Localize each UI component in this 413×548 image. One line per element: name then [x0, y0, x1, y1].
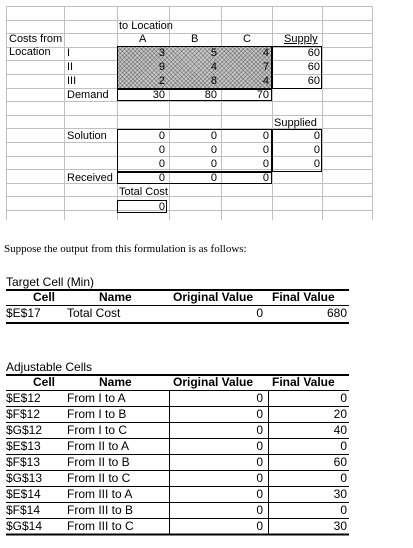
adjustable-row-cell: $G$12	[6, 423, 43, 437]
row-label-ii: II	[67, 61, 74, 73]
solution-cell[interactable]: 0	[158, 130, 165, 142]
adjustable-row-final: 30	[333, 519, 347, 533]
adjustable-row-original: 0	[256, 391, 263, 405]
cost-cell[interactable]: 3	[158, 47, 165, 59]
solution-cell[interactable]: 0	[262, 144, 269, 156]
supplied-header: Supplied	[274, 117, 317, 129]
col-label-b: B	[191, 33, 199, 45]
cost-cell[interactable]: 4	[262, 47, 269, 59]
total-cost-cell[interactable]: 0	[158, 201, 165, 213]
target-row-final: 680	[326, 306, 347, 320]
adjustable-row-cell: $F$13	[6, 455, 41, 469]
target-row-cell: $E$17	[6, 306, 41, 320]
adjustable-row-name: From II to C	[67, 471, 131, 485]
target-row-name: Total Cost	[67, 306, 121, 320]
adjustable-header-original: Original Value	[173, 375, 254, 389]
adjustable-row-name: From I to B	[67, 407, 127, 421]
demand-cell[interactable]: 70	[256, 89, 269, 101]
target-row-original: 0	[256, 306, 263, 320]
adjustable-header-name: Name	[99, 375, 132, 389]
adjustable-row-name: From II to A	[67, 439, 130, 453]
solution-cell[interactable]: 0	[158, 158, 165, 170]
cost-cell[interactable]: 4	[262, 75, 269, 87]
costs-from-label: Costs from	[9, 33, 63, 45]
total-cost-label: Total Cost	[119, 186, 168, 198]
adjustable-row-final: 40	[333, 423, 347, 437]
col-label-a: A	[139, 33, 147, 45]
adjustable-row-original: 0	[256, 487, 263, 501]
adjustable-row-name: From I to C	[67, 423, 128, 437]
adjustable-row-name: From II to B	[67, 455, 130, 469]
target-header-cell: Cell	[33, 290, 56, 304]
target-bottom-rule	[6, 322, 349, 324]
target-header-name: Name	[99, 290, 132, 304]
adjustable-row-cell: $E$13	[6, 439, 41, 453]
supply-cell[interactable]: 60	[307, 75, 320, 87]
received-cell[interactable]: 0	[210, 172, 217, 184]
adjustable-row-cell: $G$13	[6, 471, 43, 485]
received-cell[interactable]: 0	[158, 172, 165, 184]
intro-text: Suppose the output from this formulation is as follows:	[4, 243, 247, 255]
adjustable-row-original: 0	[256, 503, 263, 517]
location-label: Location	[9, 46, 51, 58]
solution-label: Solution	[67, 130, 107, 142]
adjustable-row-cell: $E$12	[6, 391, 41, 405]
adjustable-row-original: 0	[256, 423, 263, 437]
received-cell[interactable]: 0	[262, 172, 269, 184]
adjustable-row-cell: $F$14	[6, 503, 41, 517]
supplied-cell[interactable]: 0	[313, 130, 320, 142]
to-location-header: to Location	[119, 20, 173, 32]
target-header-final: Final Value	[272, 290, 335, 304]
adjustable-row-final: 60	[333, 455, 347, 469]
cost-cell[interactable]: 2	[158, 75, 165, 87]
adjustable-row-final: 0	[340, 391, 347, 405]
adjustable-row-original: 0	[256, 407, 263, 421]
adjustable-row-name: From III to B	[67, 503, 134, 517]
demand-label: Demand	[67, 89, 109, 101]
solution-cell[interactable]: 0	[158, 144, 165, 156]
adjustable-row-name: From I to A	[67, 391, 126, 405]
cost-cell[interactable]: 9	[158, 61, 165, 73]
adjustable-row-original: 0	[256, 439, 263, 453]
adjustable-row-cell: $G$14	[6, 519, 43, 533]
solution-cell[interactable]: 0	[210, 144, 217, 156]
adjustable-row-final: 0	[340, 439, 347, 453]
adjustable-row-original: 0	[256, 455, 263, 469]
demand-cell[interactable]: 80	[204, 89, 217, 101]
adjustable-header-cell: Cell	[33, 375, 56, 389]
adjustable-row-original: 0	[256, 471, 263, 485]
target-header-original: Original Value	[173, 290, 254, 304]
adjustable-row-final: 20	[333, 407, 347, 421]
supplied-cell[interactable]: 0	[313, 144, 320, 156]
adjustable-row-cell: $E$14	[6, 487, 41, 501]
cost-cell[interactable]: 7	[262, 61, 269, 73]
adjustable-row-name: From III to C	[67, 519, 134, 533]
received-label: Received	[67, 172, 113, 184]
cost-cell[interactable]: 4	[210, 61, 217, 73]
supplied-cell[interactable]: 0	[313, 158, 320, 170]
row-label-iii: III	[67, 75, 77, 87]
adjustable-row-final: 0	[340, 471, 347, 485]
adjustable-row-cell: $F$12	[6, 407, 41, 421]
supply-cell[interactable]: 60	[307, 47, 320, 59]
demand-cell[interactable]: 30	[152, 89, 165, 101]
row-label-i: I	[67, 47, 71, 59]
adjustable-cells-title: Adjustable Cells	[6, 360, 93, 374]
cost-cell[interactable]: 5	[210, 47, 217, 59]
adjustable-row-final: 30	[333, 487, 347, 501]
adjustable-header-final: Final Value	[272, 375, 335, 389]
supply-header: Supply	[284, 33, 318, 45]
solution-cell[interactable]: 0	[262, 130, 269, 142]
cost-cell[interactable]: 8	[210, 75, 217, 87]
supply-cell[interactable]: 60	[307, 61, 320, 73]
solution-cell[interactable]: 0	[262, 158, 269, 170]
target-cell-title: Target Cell (Min)	[6, 275, 95, 289]
col-label-c: C	[243, 33, 251, 45]
adjustable-row-original: 0	[256, 519, 263, 533]
adjustable-row-final: 0	[340, 503, 347, 517]
solution-cell[interactable]: 0	[210, 158, 217, 170]
adjustable-row-name: From III to A	[67, 487, 133, 501]
solution-cell[interactable]: 0	[210, 130, 217, 142]
